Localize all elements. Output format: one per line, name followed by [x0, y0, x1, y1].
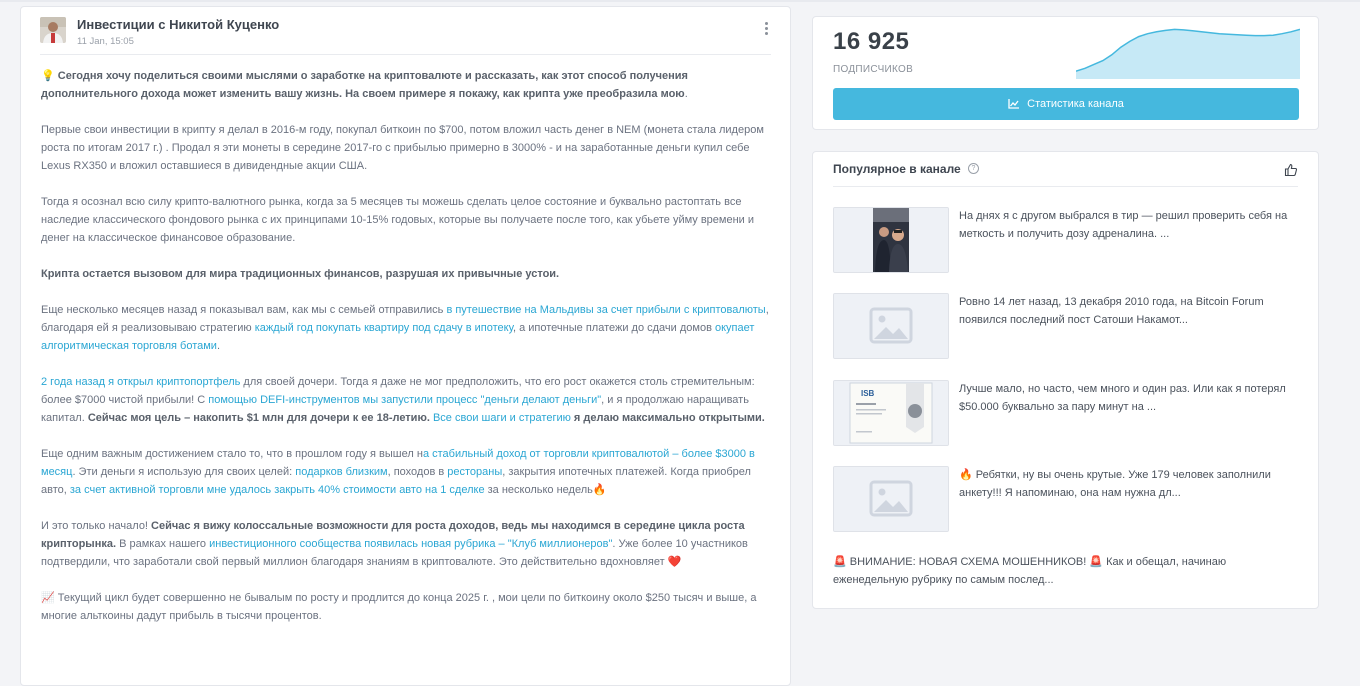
popular-item[interactable] — [833, 293, 1299, 359]
popular-item[interactable] — [833, 207, 1299, 273]
popular-item-text: На днях я с другом выбрался в тир — решил проверить себя на меткость и получить дозу адреналина. ... — [959, 210, 1288, 240]
popular-item-text: Ровно 14 лет назад, 13 декабря 2010 года, на Bitcoin Forum появился последний пост Сатоши Накамот... — [959, 296, 1264, 326]
siren-icon: 🚨 — [833, 556, 847, 568]
post-link[interactable]: рестораны — [447, 466, 503, 478]
post-paragraph: 📈 Текущий цикл будет совершенно не бывалым по росту и продлится до конца 2025 г. , мои цели по биткоину около $250 тысяч и выше, а многие альткоины дадут прибыль в тысячи процентов. — [41, 592, 757, 622]
post-link[interactable]: Все свои шаги и стратегию — [432, 412, 571, 424]
top-border — [0, 0, 1360, 2]
heart-icon: ❤️ — [667, 556, 682, 568]
chart-icon — [1008, 99, 1019, 109]
post-paragraph: 💡 Сегодня хочу поделиться своими мыслями о заработке на криптовалюте и рассказать, как этот способ получения дополнительного дохода может изменить вашу жизнь. На своем примере я покажу, как крипта уже преобразила мою. — [41, 70, 688, 100]
image-placeholder-thumbnail — [833, 466, 949, 532]
post-paragraph: 2 года назад я открыл криптопортфель для своей дочери. Тогда я даже не мог предположить, что его рост окажется столь стремительным: более $7000 чистой прибыли! С помощью DEFI-инструментов мы запустили процесс "деньги делают деньги", и я продолжаю наращивать капитал. Сейчас моя цель – накопить $1 млн для дочери к ее 18-летию. Все свои шаги и стратегию я делаю максимально открытыми. — [41, 376, 765, 424]
subscribers-count: 16 925 — [833, 28, 910, 55]
post-header — [40, 16, 771, 55]
popular-item[interactable] — [833, 466, 1299, 532]
subscribers-label: ПОДПИСЧИКОВ — [833, 64, 914, 75]
popular-item-text: 🔥 Ребятки, ну вы очень крутые. Уже 179 человек заполнили анкету!!! Я напоминаю, она нам нужна дл... — [959, 469, 1271, 499]
image-placeholder-thumbnail — [833, 293, 949, 359]
post-body — [41, 67, 776, 625]
post-thumbnail — [833, 207, 949, 273]
popular-title: Популярное в канале — [833, 162, 961, 176]
post-paragraph: Первые свои инвестиции в крипту я делал в 2016-м году, покупал биткоин по $700, потом вложил часть денег в NEM (монета стала лидером роста по итогам 2017 г.) . Продал я эти монеты в середине 2017-го с прибылью примерно в 3000% - и на заработанные деньги купил себе Lexus RX350 и вложил оставшиеся в дивидендные акции США. — [41, 124, 764, 172]
certificate-logo: ISB — [861, 389, 875, 398]
post-link[interactable]: 2 года назад я открыл криптопортфель — [41, 376, 241, 388]
sparkline-area — [1076, 29, 1300, 79]
fire-icon: 🔥 — [592, 484, 607, 496]
siren-icon: 🚨 — [1089, 556, 1104, 568]
post-link[interactable]: за счет активной торговли мне удалось закрыть 40% стоимости авто на 1 сделке — [69, 484, 485, 496]
popular-item-text-only[interactable]: 🚨 ВНИМАНИЕ: НОВАЯ СХЕМА МОШЕННИКОВ! 🚨 Как и обещал, начинаю еженедельную рубрику по самым послед... — [833, 556, 1227, 586]
stats-card — [812, 16, 1319, 130]
thumbs-up-icon[interactable] — [1284, 163, 1298, 177]
post-link[interactable]: окупает алгоритмическая торговля ботами — [41, 322, 755, 352]
more-options-icon[interactable] — [761, 22, 771, 38]
post-paragraph: Крипта остается вызовом для мира традиционных финансов, разрушая их привычные устои. — [41, 268, 560, 280]
chart-up-icon: 📈 — [41, 592, 55, 604]
post-link[interactable]: каждый год покупать квартиру под сдачу в ипотеку — [254, 322, 513, 334]
post-card — [20, 6, 791, 686]
fire-icon: 🔥 — [959, 469, 973, 481]
channel-stats-button[interactable] — [833, 88, 1299, 120]
popular-item-text-content: Лучше мало, но часто, чем много и один раз. Или как я потерял $50.000 буквально за пару минут на ... — [959, 383, 1286, 413]
popular-divider — [833, 186, 1298, 187]
post-link[interactable]: в путешествие на Мальдивы за счет прибыли с криптовалюты — [446, 304, 766, 316]
post-link[interactable]: инвестиционного сообщества появилась новая рубрика – "Клуб миллионеров" — [209, 538, 613, 550]
popular-card — [812, 151, 1319, 609]
channel-avatar[interactable] — [40, 17, 66, 43]
image-placeholder-icon — [834, 467, 948, 531]
help-icon[interactable]: ? — [968, 163, 979, 174]
post-link[interactable]: подарков близким — [295, 466, 388, 478]
post-link[interactable]: помощью DEFI-инструментов мы запустили процесс "деньги делают деньги" — [208, 394, 602, 406]
post-paragraph: Еще несколько месяцев назад я показывал вам, как мы с семьей отправились в путешествие на Мальдивы за счет прибыли с криптовалюты, благодаря ей я реализовываю стратегию каждый год покупать квартиру под сдачу в ипотеку, а ипотечные платежи до сдачи домов окупает алгоритмическая торговля ботами. — [41, 304, 769, 352]
image-placeholder-icon — [834, 294, 948, 358]
post-link[interactable]: а стабильный доход от торговли криптовалютой – более $3000 в месяц — [41, 448, 755, 478]
subscribers-sparkline — [1076, 23, 1300, 79]
post-date: 11 Jan, 15:05 — [77, 36, 134, 47]
post-paragraph: Еще одним важным достижением стало то, что в прошлом году я вышел на стабильный доход от торговли криптовалютой – более $3000 в месяц. Эти деньги я использую для своих целей: подарков близким, походов в рестораны, закрытия ипотечных платежей. Когда приобрел авто, за счет активной торговли мне удалось закрыть 40% стоимости авто на 1 сделке за несколько недель🔥 — [41, 448, 755, 496]
certificate-thumbnail — [833, 380, 949, 446]
channel-stats-label: Статистика канала — [1027, 98, 1124, 110]
channel-name[interactable]: Инвестиции с Никитой Куценко — [77, 17, 280, 32]
popular-item-text — [959, 380, 1289, 416]
post-paragraph: И это только начало! Сейчас я вижу колоссальные возможности для роста доходов, ведь мы находимся в середине цикла роста крипторынка. В рамках нашего инвестиционного сообщества появилась новая рубрика – "Клуб миллионеров". Уже более 10 участников подтвердили, что заработали свой первый миллион благодаря знаниям в криптовалюте. Это действительно вдохновляет ❤️ — [41, 520, 748, 568]
lightbulb-icon: 💡 — [41, 70, 55, 82]
post-paragraph: Тогда я осознал всю силу крипто-валютного рынка, когда за 5 месяцев ты можешь сделать целое состояние и буквально растоптать все наследие классического фондового рынка с их принципами 10-15% годовых, которые вы получаете после того, как убьете уйму времени и денег на классическое финансовое образование. — [41, 196, 755, 244]
popular-item[interactable] — [833, 380, 1299, 446]
